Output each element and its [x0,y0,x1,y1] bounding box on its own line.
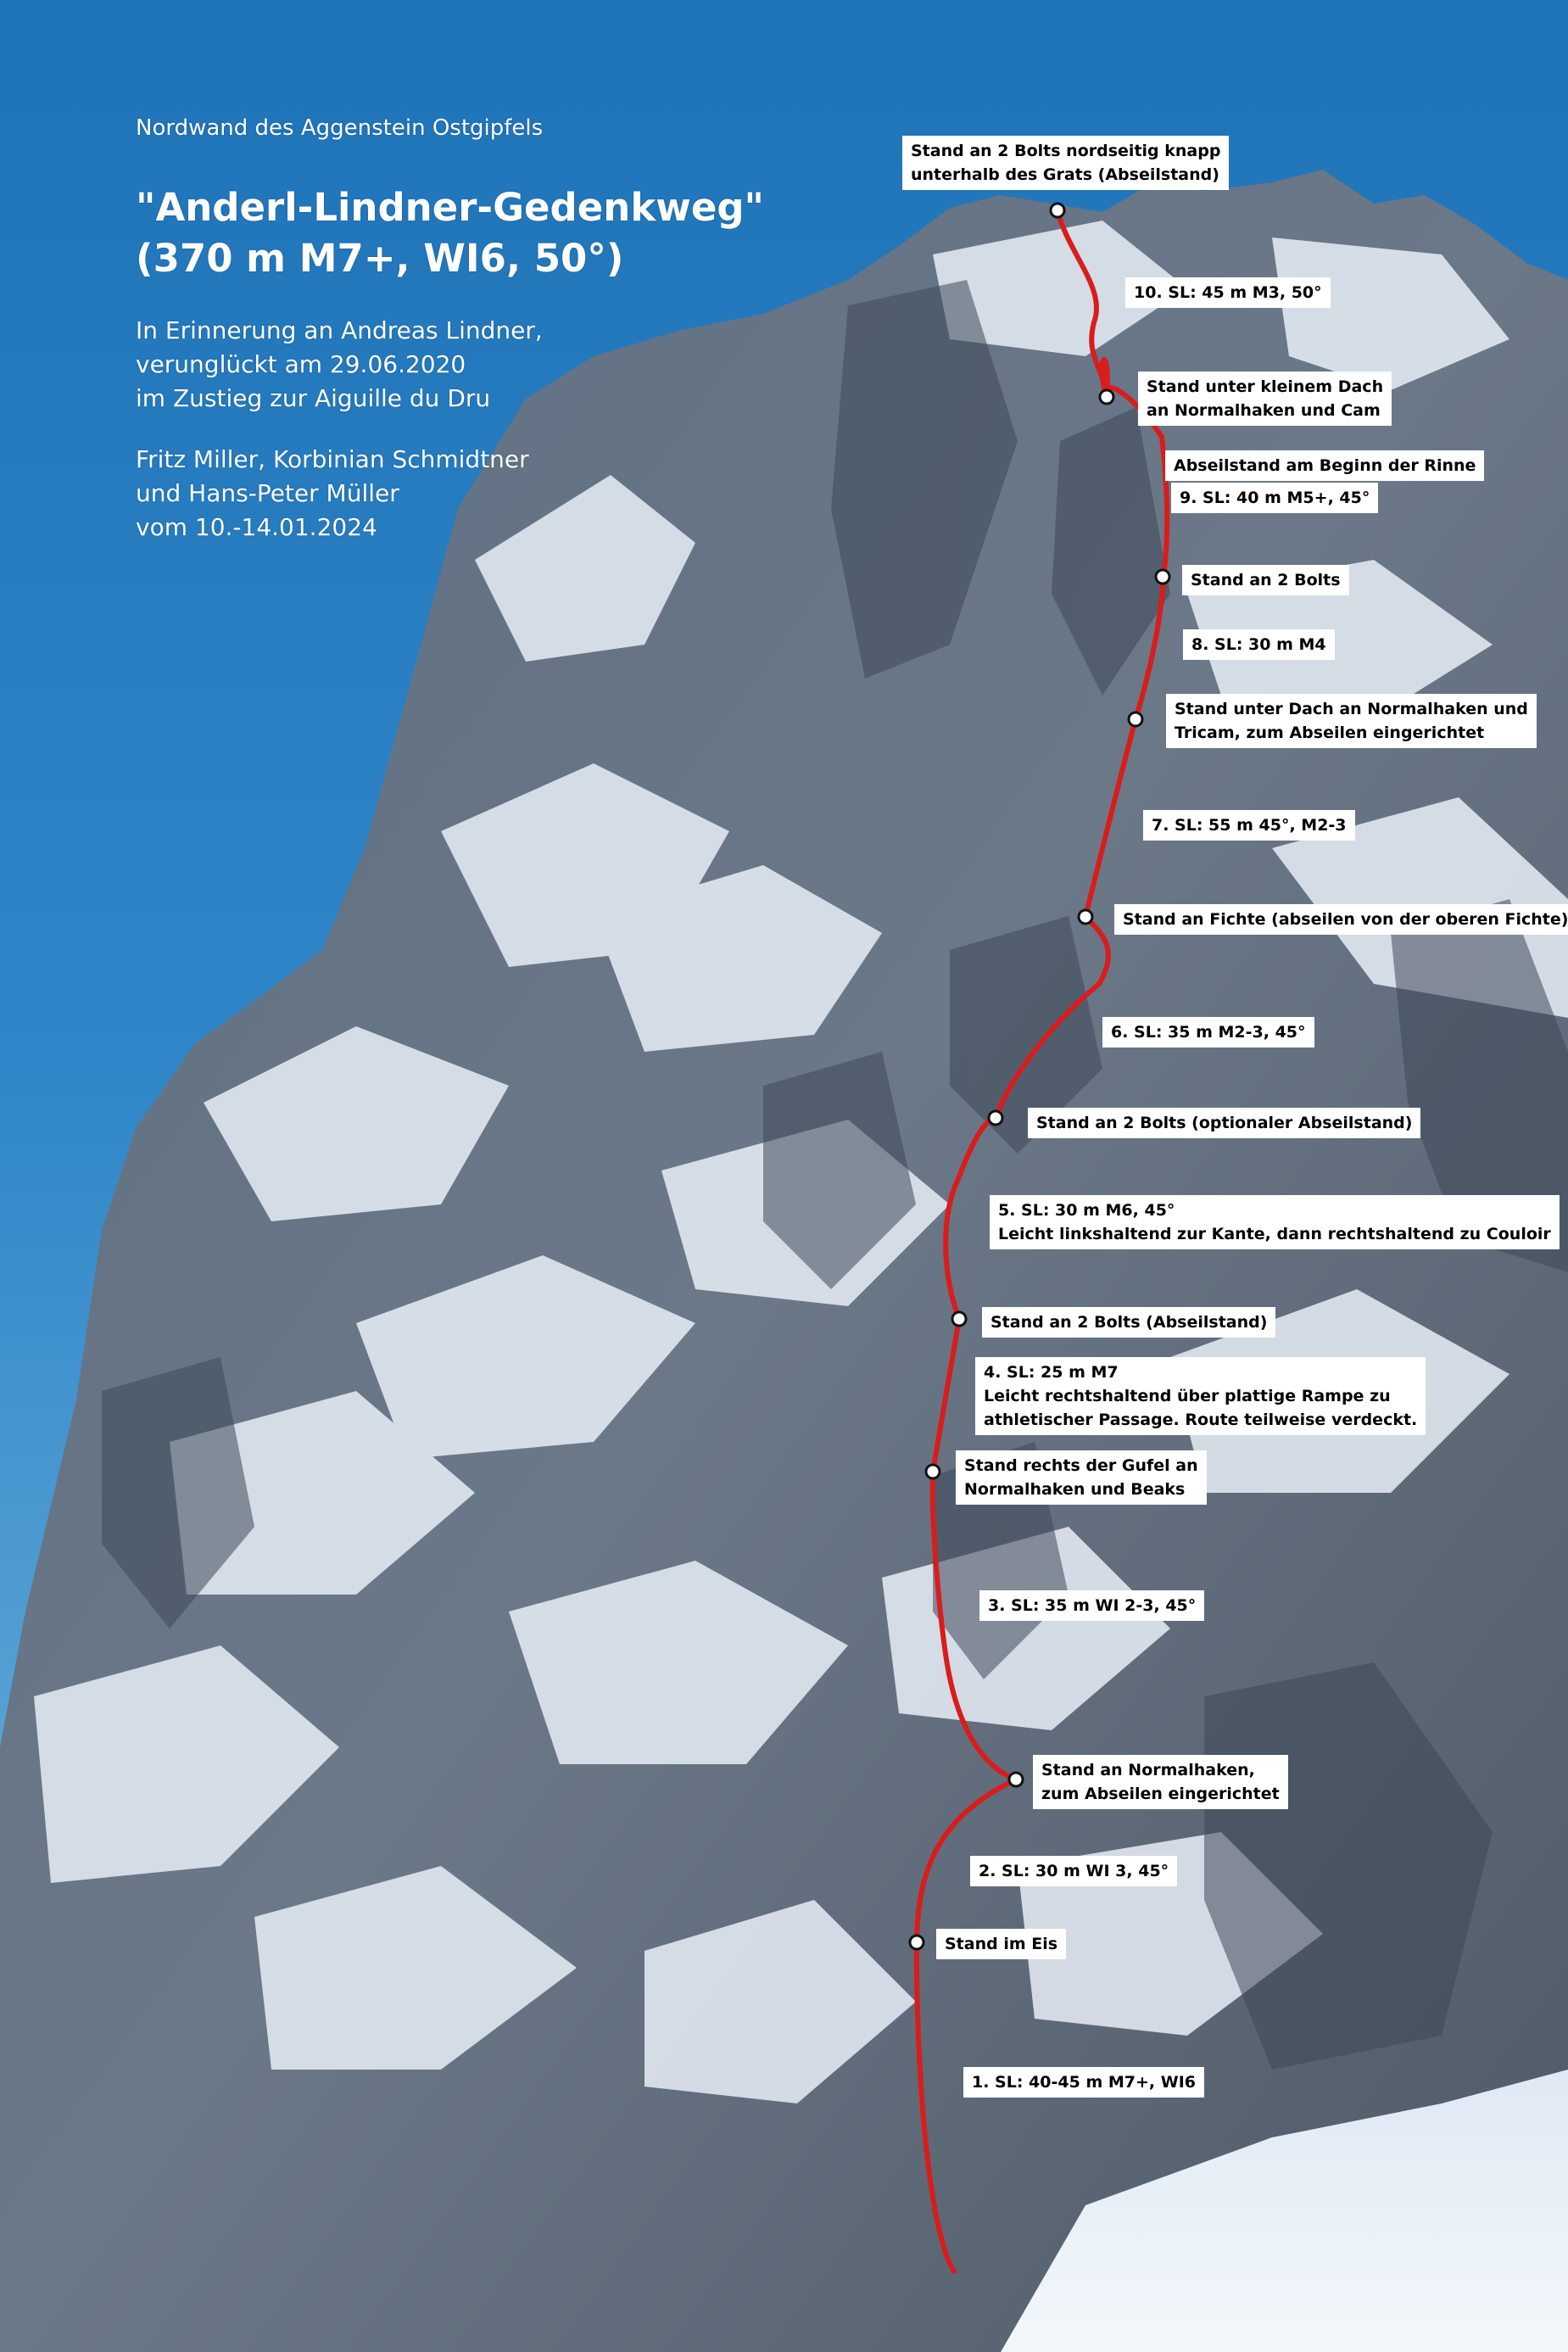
pitch-label: 3. SL: 35 m WI 2-3, 45° [979,1590,1204,1621]
belay-label: Stand an Normalhaken, zum Abseilen eingerichtet [1033,1755,1288,1809]
belay-label: Stand unter kleinem Dach an Normalhaken und Cam [1138,372,1392,426]
belay-anchor-dot [1051,204,1064,217]
belay-anchor-dot [989,1111,1002,1125]
team-line: vom 10.-14.01.2024 [136,513,377,541]
memorial-line: verunglückt am 29.06.2020 [136,350,466,378]
pitch-label: 1. SL: 40-45 m M7+, WI6 [963,2067,1204,2098]
belay-label: Stand an 2 Bolts (Abseilstand) [982,1307,1275,1338]
belay-anchor-dot [1100,390,1113,404]
belay-anchor-dot [910,1936,924,1949]
belay-label: Stand an 2 Bolts nordseitig knapp unterhalb des Grats (Abseilstand) [902,136,1229,190]
pitch-label: 7. SL: 55 m 45°, M2-3 [1143,810,1355,841]
belay-anchor-dot [1009,1773,1023,1786]
belay-anchor-dot [1156,570,1169,584]
belay-label: Abseilstand am Beginn der Rinne [1165,450,1484,481]
belay-anchor-dot [1129,712,1142,726]
pitch-label: 10. SL: 45 m M3, 50° [1125,277,1331,308]
pitch-label: 5. SL: 30 m M6, 45° Leicht linkshaltend zur Kante, dann rechtshaltend zu Couloir [990,1195,1560,1249]
belay-anchor-dot [952,1312,966,1326]
pitch-label: 2. SL: 30 m WI 3, 45° [970,1856,1177,1886]
team-line: und Hans-Peter Müller [136,479,399,507]
route-name: "Anderl-Lindner-Gedenkweg" [136,185,765,230]
memorial-line: im Zustieg zur Aiguille du Dru [136,384,491,412]
belay-label: Stand im Eis [936,1929,1066,1959]
team-line: Fritz Miller, Korbinian Schmidtner [136,445,529,473]
pitch-label: 9. SL: 40 m M5+, 45° [1171,483,1378,513]
belay-label: Stand unter Dach an Normalhaken und Tricam, zum Abseilen eingerichtet [1166,694,1537,748]
belay-label: Stand rechts der Gufel an Normalhaken und Beaks [956,1450,1207,1505]
route-grade: (370 m M7+, WI6, 50°) [136,236,624,281]
memorial-line: In Erinnerung an Andreas Lindner, [136,316,543,344]
pitch-label: 8. SL: 30 m M4 [1183,629,1335,660]
belay-anchor-dot [926,1465,940,1478]
belay-anchor-dot [1079,910,1092,924]
belay-label: Stand an 2 Bolts (optionaler Abseilstand) [1028,1108,1420,1138]
wall-subtitle: Nordwand des Aggenstein Ostgipfels [136,115,544,141]
pitch-label: 6. SL: 35 m M2-3, 45° [1102,1017,1314,1048]
belay-label: Stand an Fichte (abseilen von der oberen Fichte) [1114,904,1568,935]
pitch-label: 4. SL: 25 m M7 Leicht rechtshaltend über plattige Rampe zu athletischer Passage. Route teilweise verdeckt. [975,1357,1426,1435]
belay-label: Stand an 2 Bolts [1182,565,1349,595]
belay-anchors [910,204,1169,1949]
